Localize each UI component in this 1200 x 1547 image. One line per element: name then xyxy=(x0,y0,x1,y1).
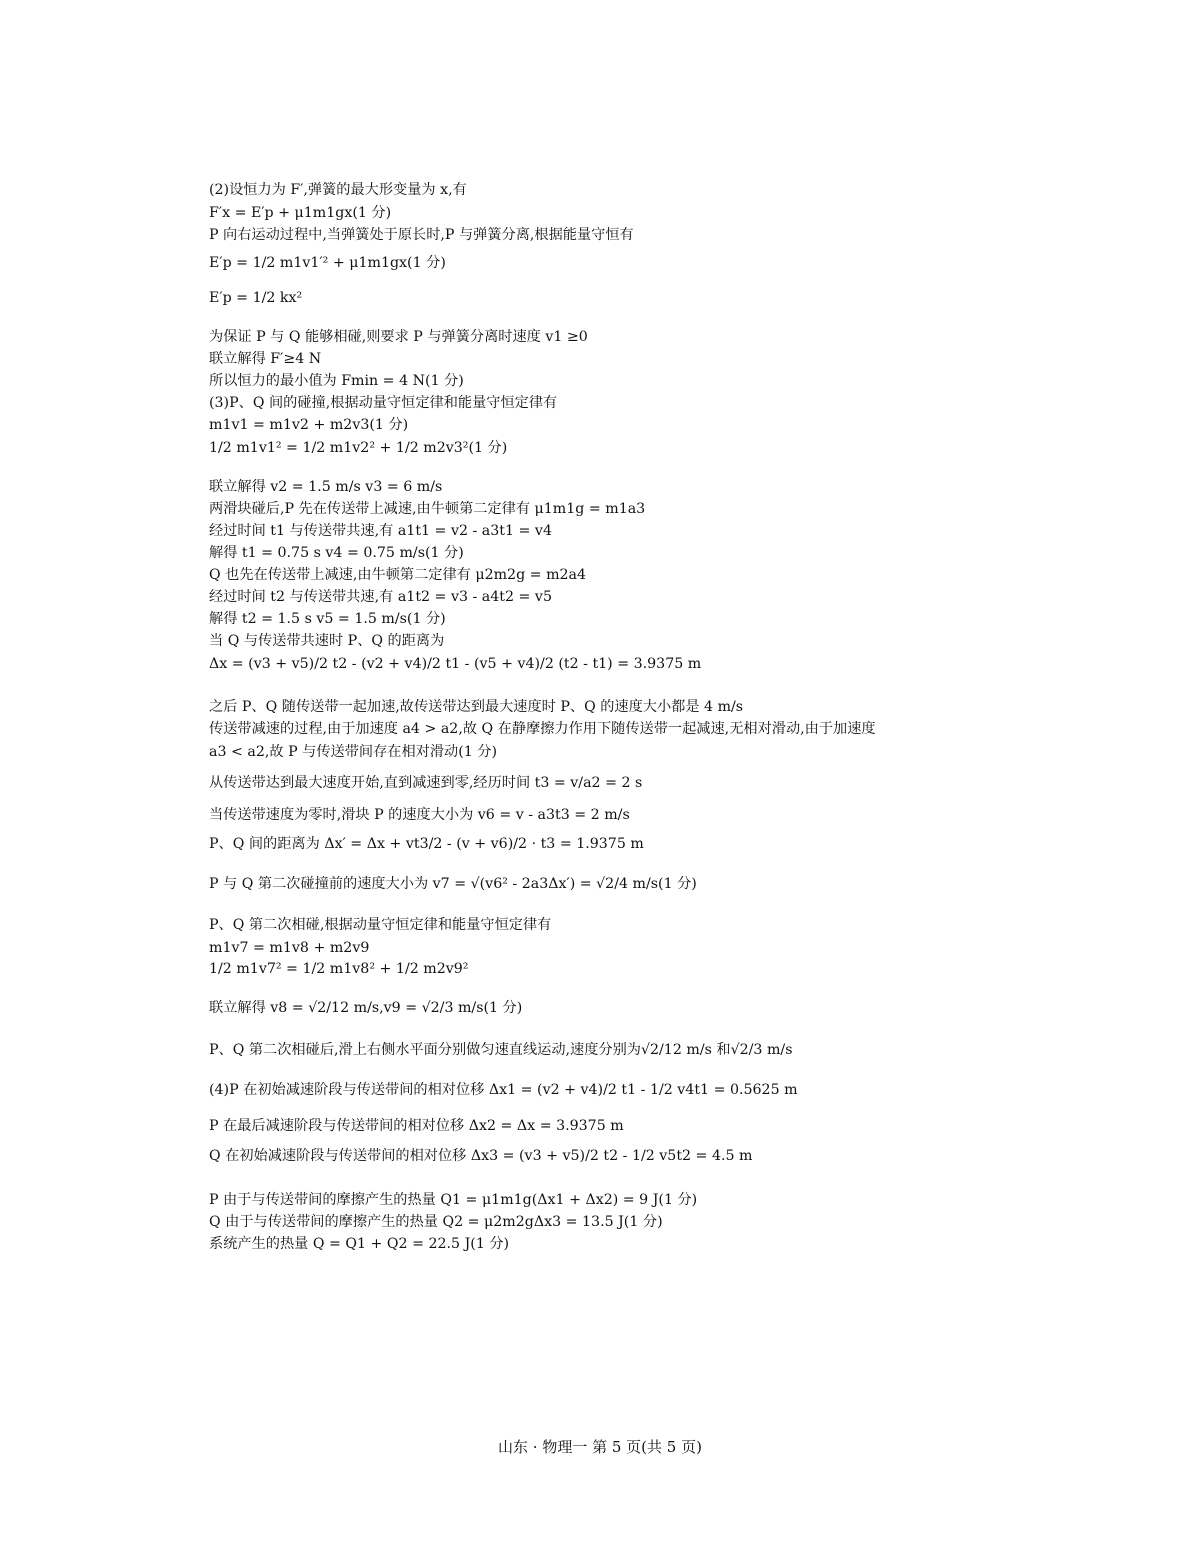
solution-line: 传送带减速的过程,由于加速度 a4 > a2,故 Q 在静摩擦力作用下随传送带一起减速,无相对滑动,由于加速度 xyxy=(209,721,876,737)
solution-line: (4)P 在初始减速阶段与传送带间的相对位移 Δx1 = (v2 + v4)/2 t1 - 1/2 v4t1 = 0.5625 m xyxy=(209,1082,798,1098)
solution-line: 联立解得 v2 = 1.5 m/s v3 = 6 m/s xyxy=(209,479,443,495)
solution-line: m1v7 = m1v8 + m2v9 xyxy=(209,940,370,956)
solution-line: P 向右运动过程中,当弹簧处于原长时,P 与弹簧分离,根据能量守恒有 xyxy=(209,227,634,243)
solution-line: 经过时间 t1 与传送带共速,有 a1t1 = v2 - a3t1 = v4 xyxy=(209,523,552,539)
solution-line: 系统产生的热量 Q = Q1 + Q2 = 22.5 J(1 分) xyxy=(209,1236,510,1252)
solution-line: m1v1 = m1v2 + m2v3(1 分) xyxy=(209,417,409,433)
solution-line: 为保证 P 与 Q 能够相碰,则要求 P 与弹簧分离时速度 v1 ≥0 xyxy=(209,329,588,345)
solution-line: F′x = E′p + μ1m1gx(1 分) xyxy=(209,205,392,221)
solution-line: 所以恒力的最小值为 Fmin = 4 N(1 分) xyxy=(209,373,464,389)
solution-line: 1/2 m1v7² = 1/2 m1v8² + 1/2 m2v9² xyxy=(209,961,469,977)
solution-line: 联立解得 F′≥4 N xyxy=(209,351,322,367)
solution-line: 联立解得 v8 = √2/12 m/s,v9 = √2/3 m/s(1 分) xyxy=(209,1000,523,1016)
solution-line: 解得 t2 = 1.5 s v5 = 1.5 m/s(1 分) xyxy=(209,611,446,627)
solution-line: 当传送带速度为零时,滑块 P 的速度大小为 v6 = v - a3t3 = 2 m/s xyxy=(209,807,630,823)
solution-line: 从传送带达到最大速度开始,直到减速到零,经历时间 t3 = v/a2 = 2 s xyxy=(209,775,643,791)
solution-line: Q 在初始减速阶段与传送带间的相对位移 Δx3 = (v3 + v5)/2 t2 - 1/2 v5t2 = 4.5 m xyxy=(209,1148,753,1164)
solution-line: 之后 P、Q 随传送带一起加速,故传送带达到最大速度时 P、Q 的速度大小都是 4 m/s xyxy=(209,699,744,715)
solution-line: 1/2 m1v1² = 1/2 m1v2² + 1/2 m2v3²(1 分) xyxy=(209,440,508,456)
solution-line: P、Q 间的距离为 Δx′ = Δx + vt3/2 - (v + v6)/2 · t3 = 1.9375 m xyxy=(209,836,644,852)
solution-line: Δx = (v3 + v5)/2 t2 - (v2 + v4)/2 t1 - (v5 + v4)/2 (t2 - t1) = 3.9375 m xyxy=(209,656,702,672)
solution-line: Q 由于与传送带间的摩擦产生的热量 Q2 = μ2m2gΔx3 = 13.5 J(1 分) xyxy=(209,1214,663,1230)
solution-line: (2)设恒力为 F′,弹簧的最大形变量为 x,有 xyxy=(209,182,467,198)
solution-line: P 在最后减速阶段与传送带间的相对位移 Δx2 = Δx = 3.9375 m xyxy=(209,1118,624,1134)
solution-line: Q 也先在传送带上减速,由牛顿第二定律有 μ2m2g = m2a4 xyxy=(209,567,587,583)
solution-line: E′p = 1/2 kx² xyxy=(209,290,303,306)
solution-line: 解得 t1 = 0.75 s v4 = 0.75 m/s(1 分) xyxy=(209,545,464,561)
solution-line: P 与 Q 第二次碰撞前的速度大小为 v7 = √(v6² - 2a3Δx′) = √2/4 m/s(1 分) xyxy=(209,876,697,892)
solution-line: 当 Q 与传送带共速时 P、Q 的距离为 xyxy=(209,633,445,649)
page-footer: 山东 · 物理一 第 5 页(共 5 页) xyxy=(498,1438,702,1456)
solution-line: 两滑块碰后,P 先在传送带上减速,由牛顿第二定律有 μ1m1g = m1a3 xyxy=(209,501,646,517)
solution-line: P 由于与传送带间的摩擦产生的热量 Q1 = μ1m1g(Δx1 + Δx2) = 9 J(1 分) xyxy=(209,1192,698,1208)
solution-line: 经过时间 t2 与传送带共速,有 a1t2 = v3 - a4t2 = v5 xyxy=(209,589,552,605)
solution-line: P、Q 第二次相碰,根据动量守恒定律和能量守恒定律有 xyxy=(209,917,552,933)
solution-line: a3 < a2,故 P 与传送带间存在相对滑动(1 分) xyxy=(209,744,497,760)
solution-line: E′p = 1/2 m1v1′² + μ1m1gx(1 分) xyxy=(209,255,446,271)
solution-line: P、Q 第二次相碰后,滑上右侧水平面分别做匀速直线运动,速度分别为√2/12 m/s 和√2/3 m/s xyxy=(209,1042,793,1058)
solution-line: (3)P、Q 间的碰撞,根据动量守恒定律和能量守恒定律有 xyxy=(209,395,558,411)
